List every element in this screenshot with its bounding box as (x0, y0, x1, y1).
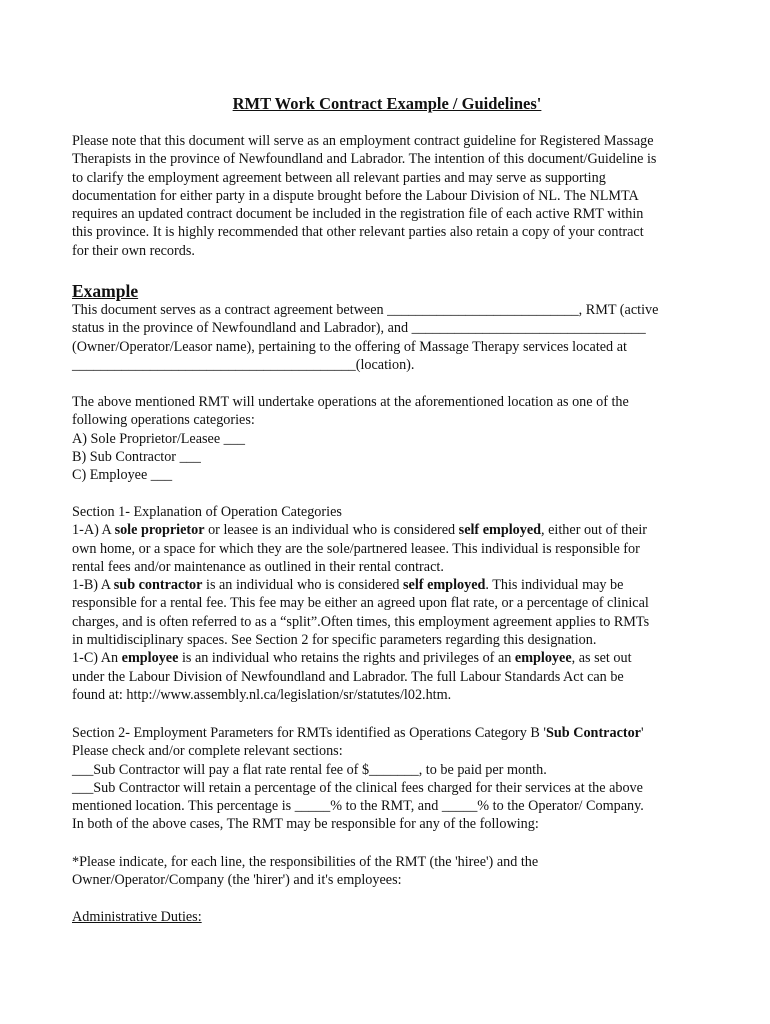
text-line: found at: http://www.assembly.nl.ca/legislation/sr/statutes/l02.htm. (72, 686, 452, 703)
text-span: is an individual who is considered (202, 577, 404, 594)
term-bold: sole proprietor (114, 522, 205, 539)
percentage-option: ___Sub Contractor will retain a percentage of the clinical fees charged for their services at the above (72, 779, 643, 796)
text-line: (Owner/Operator/Leasor name), pertaining to the offering of Massage Therapy services located at (72, 338, 627, 355)
text-line: charges, and is often referred to as a “split”.Often times, this employment agreement applies to RMTs (72, 613, 650, 630)
term-bold: self employed (403, 577, 486, 594)
text-line: ________________________________________(location). (72, 356, 415, 373)
text-span: 1-B) A (72, 577, 114, 594)
categories-paragraph (72, 393, 712, 484)
text-span: , either out of their (541, 522, 648, 539)
example-heading: Example (72, 281, 139, 301)
text-line: this province. It is highly recommended that other relevant parties also retain a copy of your contract (72, 224, 644, 241)
term-bold: employee (121, 650, 179, 667)
text-line: to clarify the employment agreement between all relevant parties and may serve as supporting (72, 169, 606, 186)
indicate-paragraph (72, 853, 712, 890)
category-option-a: A) Sole Proprietor/Leasee ___ (72, 430, 245, 447)
text-line: status in the province of Newfoundland and Labrador), and _________________________________ (72, 320, 646, 337)
text-line: own home, or a space for which they are the sole/partnered leasee. This individual is responsible for (72, 540, 640, 557)
text-line: responsible for a rental fee. This fee may be either an agreed upon flat rate, or a percentage of clinical (72, 595, 649, 612)
text-line: requires an updated contract document be included in the registration file of each active RMT within (72, 206, 644, 223)
flat-rate-option: ___Sub Contractor will pay a flat rate rental fee of $_______, to be paid per month. (72, 761, 547, 778)
text-span: Section 2- Employment Parameters for RMTs identified as Operations Category B ' (72, 725, 546, 741)
section-2-heading (72, 724, 712, 742)
text-line: documentation for either party in a dispute brought before the Labour Division of NL. The NLMTA (72, 187, 639, 204)
text-span: 1-A) A (72, 522, 115, 539)
section-2 (72, 724, 712, 834)
text-line: The above mentioned RMT will undertake operations at the aforementioned location as one of the (72, 394, 629, 410)
text-line: Owner/Operator/Company (the 'hirer') and it's employees: (72, 872, 402, 889)
section-1a-line (72, 521, 712, 539)
text-line: under the Labour Division of Newfoundland and Labrador. The full Labour Standards Act can be (72, 668, 624, 685)
example-paragraph (72, 301, 712, 374)
administrative-duties-heading: Administrative Duties: (72, 909, 202, 925)
text-span: or leasee is an individual who is considered (204, 522, 459, 539)
text-line: This document serves as a contract agreement between ___________________________, RMT (active (72, 302, 659, 318)
text-line: for their own records. (72, 242, 195, 259)
text-line: Please check and/or complete relevant sections: (72, 743, 343, 760)
section-1-heading: Section 1- Explanation of Operation Categories (72, 504, 342, 520)
text-span: ' (640, 725, 644, 741)
text-span: is an individual who retains the rights and privileges of an (178, 650, 515, 667)
section-1b-line (72, 576, 712, 594)
document-title: RMT Work Contract Example / Guidelines' (232, 94, 542, 113)
text-line: mentioned location. This percentage is _____% to the RMT, and _____% to the Operator/ Company. (72, 798, 644, 815)
category-option-b: B) Sub Contractor ___ (72, 448, 201, 465)
section-1c-line (72, 649, 712, 667)
term-bold: sub contractor (113, 577, 203, 594)
text-line: Therapists in the province of Newfoundland and Labrador. The intention of this document/Guideline is (72, 151, 657, 168)
term-bold: self employed (458, 522, 542, 539)
text-span: , as set out (571, 650, 632, 667)
category-option-c: C) Employee ___ (72, 467, 173, 484)
text-line: Please note that this document will serve as an employment contract guideline for Registered Massage (72, 133, 654, 149)
intro-paragraph (72, 132, 712, 260)
term-bold: employee (514, 650, 572, 667)
text-line: in multidisciplinary spaces. See Section 2 for specific parameters regarding this designation. (72, 632, 597, 649)
section-1 (72, 503, 712, 704)
text-line: *Please indicate, for each line, the responsibilities of the RMT (the 'hiree') and the (72, 854, 539, 870)
text-span: 1-C) An (72, 650, 122, 667)
term-bold: Sub Contractor (546, 725, 641, 741)
text-line: rental fees and/or maintenance as outlined in their rental contract. (72, 558, 444, 575)
text-line: In both of the above cases, The RMT may be responsible for any of the following: (72, 816, 539, 833)
text-line: following operations categories: (72, 412, 255, 429)
text-span: . This individual may be (485, 577, 624, 594)
